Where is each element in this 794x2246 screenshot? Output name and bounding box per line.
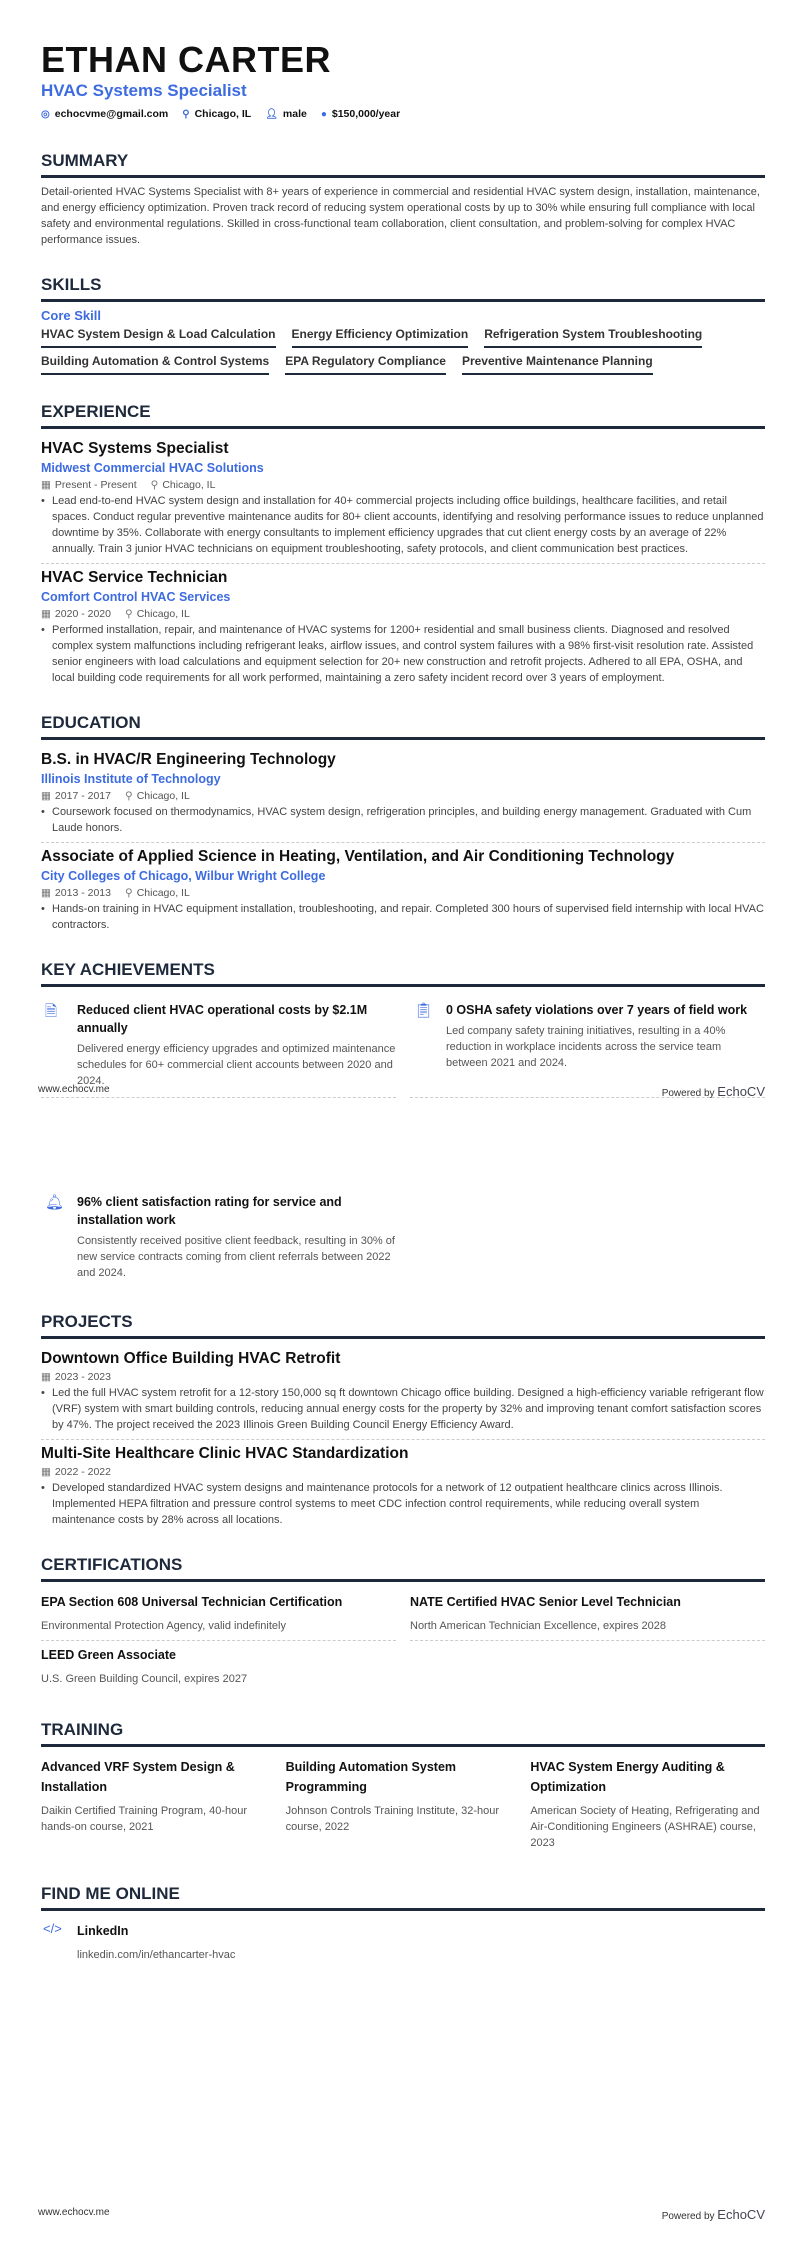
bullet-icon: • bbox=[41, 1482, 45, 1494]
job-title: HVAC Systems Specialist bbox=[41, 440, 229, 457]
bullet-icon: • bbox=[41, 495, 45, 507]
linkedin-link[interactable]: linkedin.com/in/ethancarter-hvac bbox=[77, 1949, 236, 1961]
email-icon: ◎ bbox=[41, 109, 50, 120]
projects-section bbox=[41, 1311, 765, 1534]
achievement-item: 📋︎ 0 OSHA safety violations over 7 years of field work Led company safety training initiatives, resulting in a 40% reduction in workplace incidents across the service team between 2021 and 2024. bbox=[410, 993, 765, 1098]
bullet-icon: • bbox=[41, 1387, 45, 1399]
calendar-icon: ▦ bbox=[41, 479, 51, 491]
contact-email[interactable]: ◎ echocvme@gmail.com bbox=[41, 108, 169, 120]
document-check-icon: 🗎︎ bbox=[45, 1003, 58, 1020]
degree-title: B.S. in HVAC/R Engineering Technology bbox=[41, 751, 336, 768]
online-section bbox=[41, 1883, 765, 1963]
echocv-logo: EchoCV bbox=[717, 2207, 765, 2222]
contact-salary: ● $150,000/year bbox=[320, 108, 401, 120]
clipboard-check-icon: 📋︎ bbox=[414, 1002, 434, 1019]
school-name: City Colleges of Chicago, Wilbur Wright College bbox=[41, 869, 326, 883]
section-heading: TRAINING bbox=[41, 1719, 765, 1747]
calendar-icon: ▦ bbox=[41, 1466, 51, 1478]
experience-section bbox=[41, 401, 765, 692]
training-section bbox=[41, 1719, 765, 1857]
certifications-section bbox=[41, 1554, 765, 1693]
project-title: Multi-Site Healthcare Clinic HVAC Standardization bbox=[41, 1445, 409, 1462]
experience-entry bbox=[41, 435, 765, 564]
summary-section bbox=[41, 150, 765, 248]
code-icon: </> bbox=[43, 1921, 62, 1936]
skill-item: Refrigeration System Troubleshooting bbox=[484, 327, 702, 348]
education-entry: Associate of Applied Science in Heating, Ventilation, and Air Conditioning Technology City Colleges of Chicago, Wilbur Wright College ▦ 2013 - 2013 ⚲ Chicago, IL • Hands-on training in HVAC equipment installation, troubleshooting, and repair. Completed 300 hours of supervised field internship with local HVAC contractors. bbox=[41, 848, 764, 931]
certification-item: LEED Green Associate U.S. Green Building Council, expires 2027 bbox=[41, 1648, 248, 1685]
skill-item: EPA Regulatory Compliance bbox=[285, 354, 446, 375]
contact-row bbox=[41, 108, 765, 120]
person-icon: 👤︎ bbox=[265, 109, 278, 120]
section-heading: PROJECTS bbox=[41, 1311, 765, 1339]
school-name: Illinois Institute of Technology bbox=[41, 772, 221, 786]
candidate-name: ETHAN CARTER bbox=[41, 39, 331, 80]
location-icon: ⚲ bbox=[124, 790, 133, 802]
degree-title: Associate of Applied Science in Heating, Ventilation, and Air Conditioning Technology bbox=[41, 848, 675, 865]
job-title: HVAC Service Technician bbox=[41, 569, 228, 586]
achievement-item: 🔔︎ 96% client satisfaction rating for service and installation work Consistently received positive client feedback, resulting in 30% of new service contracts coming from client referrals between 2022 and 2024. bbox=[41, 1185, 396, 1289]
training-item: HVAC System Energy Auditing & Optimization American Society of Heating, Refrigerating and Air-Conditioning Engineers (ASHRAE) course, 2023 bbox=[530, 1760, 760, 1849]
location-icon: ⚲ bbox=[124, 608, 133, 620]
calendar-icon: ▦ bbox=[41, 790, 51, 802]
section-heading: KEY ACHIEVEMENTS bbox=[41, 959, 765, 987]
certification-item: NATE Certified HVAC Senior Level Technician North American Technician Excellence, expires 2028 bbox=[410, 1588, 765, 1641]
skills-list bbox=[41, 327, 765, 375]
skills-section bbox=[41, 274, 765, 375]
page-footer: www.echocv.me Powered by EchoCV bbox=[38, 1084, 765, 1099]
location-icon: ⚲ bbox=[124, 887, 133, 899]
skill-group-label: Core Skill bbox=[41, 308, 101, 323]
skill-item: HVAC System Design & Load Calculation bbox=[41, 327, 276, 348]
section-heading: CERTIFICATIONS bbox=[41, 1554, 765, 1582]
echocv-logo: EchoCV bbox=[717, 1084, 765, 1099]
calendar-icon: ▦ bbox=[41, 887, 51, 899]
candidate-title: HVAC Systems Specialist bbox=[41, 81, 247, 100]
job-description: Performed installation, repair, and maintenance of HVAC systems for 1200+ residential and small business clients. Diagnosed and resolved complex system malfunctions including refrigerant leaks, airflow issues, and control system failures with a 98% first-visit resolution rate. Assisted senior engineers with load calculations and equipment selection for 20+ new construction and retrofit projects. Adhered to all EPA, OSHA, and local building code requirements for all work performed, maintaining a zero safety incident record over 3 years of employment. bbox=[52, 624, 754, 684]
job-location: Chicago, IL bbox=[162, 479, 216, 491]
skill-item: Building Automation & Control Systems bbox=[41, 354, 269, 375]
skill-item: Energy Efficiency Optimization bbox=[292, 327, 469, 348]
company-name: Comfort Control HVAC Services bbox=[41, 590, 231, 604]
online-profile-item: </> LinkedIn linkedin.com/in/ethancarter-hvac bbox=[43, 1921, 236, 1961]
project-title: Downtown Office Building HVAC Retrofit bbox=[41, 1350, 341, 1367]
education-entry: B.S. in HVAC/R Engineering Technology Illinois Institute of Technology ▦ 2017 - 2017 ⚲ Chicago, IL • Coursework focused on thermodynamics, HVAC system design, refrigeration principles, and building energy management. Graduated with Cum Laude honors. bbox=[41, 746, 765, 843]
job-dates: Present - Present bbox=[54, 479, 137, 491]
project-entry: Multi-Site Healthcare Clinic HVAC Standardization ▦ 2022 - 2022 • Developed standardized HVAC system designs and maintenance protocols for a network of 12 outpatient healthcare clinics across Illinois. Implemented HEPA filtration and pressure control systems to meet CDC infection control requirements, while reducing overall system maintenance costs by 28% across all locations. bbox=[41, 1440, 765, 1534]
section-heading: EXPERIENCE bbox=[41, 401, 765, 429]
skill-item: Preventive Maintenance Planning bbox=[462, 354, 653, 375]
bullet-icon: • bbox=[41, 903, 45, 915]
section-heading: FIND ME ONLINE bbox=[41, 1883, 765, 1911]
job-location: Chicago, IL bbox=[136, 608, 190, 620]
section-heading: SUMMARY bbox=[41, 150, 765, 178]
section-heading: SKILLS bbox=[41, 274, 765, 302]
contact-location: ⚲ Chicago, IL bbox=[182, 108, 252, 120]
calendar-icon: ▦ bbox=[41, 1371, 51, 1383]
achievement-item: 🗎︎ Reduced client HVAC operational costs by $2.1M annually Delivered energy efficiency upgrades and optimized maintenance schedules for 60+ commercial client accounts between 2020 and 2024. bbox=[41, 993, 396, 1098]
education-section bbox=[41, 712, 765, 939]
certification-item: EPA Section 608 Universal Technician Certification Environmental Protection Agency, valid indefinitely bbox=[41, 1588, 396, 1641]
job-description: Lead end-to-end HVAC system design and installation for 40+ commercial projects including office buildings, healthcare facilities, and retail spaces. Conduct regular preventive maintenance audits for 80+ client accounts, identifying and resolving performance issues to reduce unplanned downtime by 35%. Collaborate with energy consultants to implement efficiency upgrades that cut client energy costs by an average of 22% annually. Train 3 junior HVAC technicians on equipment troubleshooting, safety protocols, and client communication best practices. bbox=[52, 495, 764, 555]
bullet-icon: • bbox=[41, 624, 45, 636]
project-entry: Downtown Office Building HVAC Retrofit ▦ 2023 - 2023 • Led the full HVAC system retrofit for a 12-story 150,000 sq ft downtown Chicago office building. Designed a high-efficiency variable refrigerant flow (VRF) system with smart building controls, reducing annual energy costs for the property by 32% and improving tenant comfort satisfaction scores by 47%. The project received the 2023 Illinois Green Building Council Energy Efficiency Award. bbox=[41, 1345, 765, 1440]
experience-entry bbox=[41, 564, 765, 692]
job-dates: 2020 - 2020 bbox=[54, 608, 111, 620]
salary-icon: ● bbox=[320, 109, 327, 120]
training-item: Building Automation System Programming Johnson Controls Training Institute, 32-hour course, 2022 bbox=[285, 1760, 500, 1833]
training-item: Advanced VRF System Design & Installation Daikin Certified Training Program, 40-hour hands-on course, 2021 bbox=[41, 1760, 248, 1833]
achievements-section bbox=[41, 959, 765, 1098]
summary-text: Detail-oriented HVAC Systems Specialist with 8+ years of experience in commercial and residential HVAC system design, installation, maintenance, and energy efficiency optimization. Proven track record of reducing system operational costs by up to 30% while ensuring full compliance with local safety and environmental regulations. Skilled in cross-functional team collaboration, client consultation, and problem-solving for complex HVAC performance issues. bbox=[41, 186, 760, 246]
page-footer: www.echocv.me Powered by EchoCV bbox=[38, 2207, 765, 2222]
location-icon: ⚲ bbox=[150, 479, 159, 491]
bell-icon: 🔔︎ bbox=[45, 1194, 65, 1211]
footer-site-link[interactable]: www.echocv.me bbox=[38, 2207, 110, 2218]
footer-site-link[interactable]: www.echocv.me bbox=[38, 1084, 110, 1095]
calendar-icon: ▦ bbox=[41, 608, 51, 620]
contact-gender: 👤︎ male bbox=[265, 108, 307, 120]
company-name: Midwest Commercial HVAC Solutions bbox=[41, 461, 264, 475]
resume-page-2 bbox=[0, 1123, 794, 2246]
section-heading: EDUCATION bbox=[41, 712, 765, 740]
bullet-icon: • bbox=[41, 806, 45, 818]
location-icon: ⚲ bbox=[182, 109, 190, 120]
